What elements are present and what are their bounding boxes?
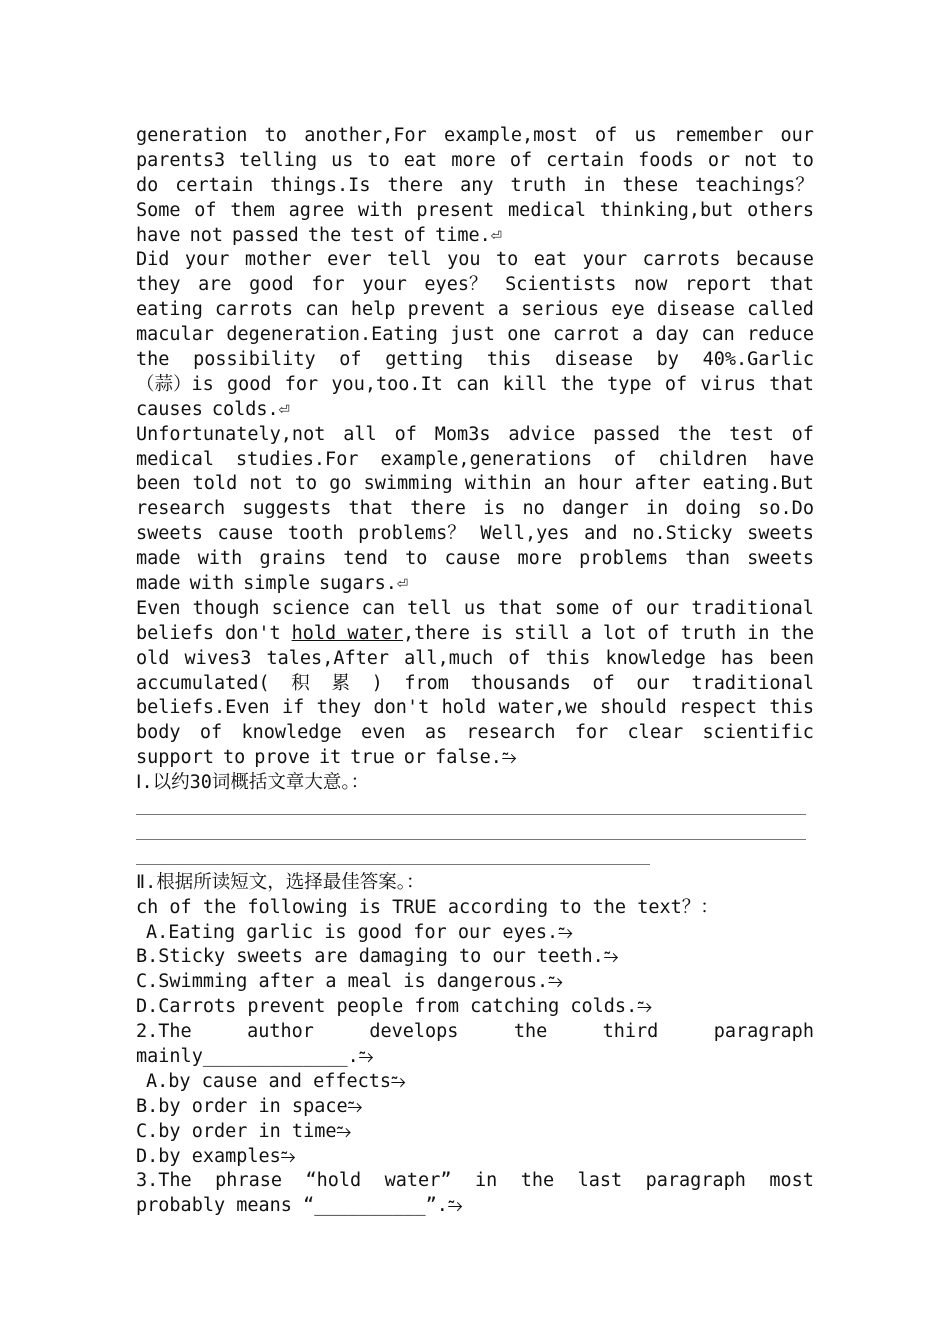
question-1-option-c[interactable]: C.Swimming after a meal is dangerous.⥲	[136, 971, 563, 993]
passage-word: all	[343, 423, 377, 445]
passage-word: studies.For	[235, 448, 359, 470]
passage-word: can	[456, 373, 490, 395]
passage-word: told	[192, 473, 238, 495]
passage-word: you,too.It	[331, 373, 443, 395]
passage-word: the	[560, 373, 594, 395]
passage-word: have	[769, 448, 814, 470]
passage-word: because	[735, 249, 814, 271]
passage-word: cause	[217, 523, 274, 545]
section2-heading: Ⅱ.根据所读短文，选择最佳答案。：	[136, 871, 425, 893]
passage-word: truth	[680, 622, 737, 644]
passage-word: Did	[136, 249, 170, 271]
passage-line	[136, 597, 814, 622]
passage-word: in	[583, 174, 606, 196]
passage-word: from	[404, 672, 449, 694]
passage-word: swimming	[363, 473, 453, 495]
stem-word: in	[474, 1170, 498, 1192]
passage-word: a	[580, 622, 592, 644]
passage-word: of	[647, 622, 670, 644]
passage-word: an	[543, 473, 566, 495]
passage-word: serious	[521, 299, 600, 321]
passage-word: children	[658, 448, 748, 470]
passage-line	[136, 398, 814, 423]
passage-word: with	[358, 199, 403, 221]
passage-word: the	[677, 423, 712, 445]
passage-word: of	[403, 224, 427, 246]
passage-word: of	[394, 423, 417, 445]
passage-word: this	[486, 349, 532, 371]
passage-word: that	[348, 498, 394, 520]
passage-word: certain	[546, 149, 625, 171]
passage-word: eat	[533, 249, 568, 271]
passage-word: in	[645, 498, 669, 520]
passage-word: your	[582, 249, 628, 271]
passage-word: the	[307, 224, 342, 246]
passage-word: do	[136, 174, 159, 196]
passage-line	[136, 647, 814, 672]
passage-word: macular	[136, 324, 214, 346]
passage-word: been	[136, 473, 181, 495]
passage-word: your	[362, 274, 407, 296]
passage-word: tend	[343, 548, 388, 570]
passage	[136, 124, 814, 771]
passage-word: Some	[136, 199, 181, 221]
passage-word: of	[594, 125, 618, 146]
passage-line	[136, 273, 814, 298]
passage-word: by	[656, 349, 679, 371]
passage-word: some	[554, 597, 600, 619]
passage-line	[136, 448, 814, 473]
passage-word: a	[632, 324, 644, 346]
passage-word: in	[747, 622, 770, 644]
stem-word: last	[577, 1170, 623, 1192]
passage-word: there	[410, 498, 466, 520]
passage-word: it	[318, 747, 342, 769]
passage-word: them	[230, 199, 275, 221]
passage-word: to	[294, 473, 318, 495]
passage-word: telling	[239, 149, 318, 171]
passage-word: as	[424, 722, 448, 744]
passage-line	[136, 124, 814, 149]
passage-word: of	[199, 722, 223, 744]
passage-word: test	[729, 423, 774, 445]
passage-word: for	[574, 722, 609, 744]
passage-word: for	[311, 274, 345, 296]
passage-word: respect	[679, 697, 758, 719]
passage-word: tell	[387, 249, 432, 271]
passage-word: help	[350, 299, 396, 321]
stem-word: paragraph	[645, 1170, 746, 1192]
passage-word: not	[189, 224, 223, 246]
passage-word: this	[545, 647, 591, 669]
passage-word: mother	[244, 249, 312, 271]
passage-word: sweets	[136, 523, 203, 545]
passage-word: with	[189, 573, 235, 595]
passage-word: beliefs.Even	[136, 697, 270, 719]
passage-word: Unfortunately,not	[136, 423, 326, 445]
stem-word: water”	[384, 1170, 452, 1192]
passage-word: 累	[331, 672, 350, 694]
passage-word: suggests	[242, 498, 332, 520]
passage-word: grains	[259, 548, 327, 570]
passage-word: any	[460, 174, 494, 196]
passage-word: time.⏎	[435, 224, 502, 246]
passage-word: clear	[627, 722, 684, 744]
passage-word: test	[350, 224, 395, 246]
passage-word: though	[192, 597, 260, 619]
passage-word: sugars.⏎	[318, 573, 409, 595]
passage-word: so.Do	[758, 498, 814, 520]
passage-line	[136, 323, 814, 348]
passage-word: disease	[656, 299, 735, 321]
question-3-stem	[136, 1169, 814, 1194]
passage-word: 40%.Garlic	[702, 349, 814, 371]
passage-word: a	[497, 299, 509, 321]
passage-word: day	[655, 324, 690, 346]
passage-word: certain	[175, 174, 254, 196]
passage-word: traditional	[691, 597, 814, 619]
passage-word: and	[584, 523, 618, 545]
passage-word: getting	[385, 349, 464, 371]
passage-word: Scientists	[505, 274, 617, 296]
passage-word: remember	[674, 125, 764, 146]
passage-word: agree	[288, 199, 345, 221]
passage-word: has	[720, 647, 755, 669]
passage-word: of	[611, 597, 634, 619]
passage-word: of	[791, 423, 814, 445]
passage-word: go	[329, 473, 352, 495]
passage-word: made	[136, 548, 181, 570]
passage-word: don't	[224, 622, 281, 644]
question-2-stem	[136, 1020, 814, 1045]
passage-word: false.⥲	[435, 747, 517, 769]
passage-word: medical	[136, 448, 214, 470]
passage-word: these	[622, 174, 679, 196]
passage-word: old	[136, 647, 170, 669]
passage-word: research	[466, 722, 556, 744]
passage-word: foods	[638, 149, 694, 171]
passage-word: teachings？	[695, 174, 814, 196]
passage-line	[136, 348, 814, 373]
passage-word: they	[136, 274, 181, 296]
passage-word: all,much	[404, 647, 494, 669]
passage-word: just	[450, 324, 495, 346]
passage-word: hold water,there	[291, 622, 470, 644]
passage-line	[136, 572, 814, 597]
passage-word: degeneration.Eating	[226, 324, 438, 346]
stem-word: “hold	[305, 1170, 362, 1192]
passage-word: made	[136, 573, 181, 595]
passage-line	[136, 696, 814, 721]
passage-word: advice	[508, 423, 576, 445]
passage-word: good	[227, 373, 272, 395]
passage-word: to	[791, 149, 814, 171]
passage-word: Well,yes	[480, 523, 570, 545]
passage-word: type	[607, 373, 652, 395]
passage-word: science	[271, 597, 350, 619]
passage-word: colds.⏎	[211, 398, 290, 420]
passage-word: the	[136, 349, 170, 371]
passage-word: if	[282, 697, 305, 719]
passage-word: now	[634, 274, 668, 296]
passage-word: knowledge	[241, 722, 342, 744]
passage-word: tales,After	[266, 647, 390, 669]
passage-word: of	[339, 349, 362, 371]
question-1-option-d[interactable]: D.Carrots prevent people from catching colds.⥲	[136, 996, 653, 1018]
passage-word: is	[483, 498, 506, 520]
passage-word: 积	[291, 672, 310, 694]
passage-word: your	[184, 249, 230, 271]
passage-word: sweets	[747, 548, 814, 570]
passage-word: no.Sticky	[632, 523, 733, 545]
passage-line	[136, 497, 814, 522]
passage-word: our	[645, 597, 680, 619]
passage-word: tell	[407, 597, 452, 619]
passage-word: cause	[444, 548, 501, 570]
passage-line	[136, 746, 814, 771]
passage-word: disease	[555, 349, 634, 371]
passage-word: have	[136, 224, 181, 246]
passage-word: eat	[403, 149, 438, 171]
passage-word: example,most	[444, 125, 578, 146]
passage-word: scientific	[702, 722, 814, 744]
stem-word: 2.The	[136, 1021, 192, 1043]
stem-word: develops	[369, 1021, 459, 1043]
passage-word: that	[769, 274, 814, 296]
passage-word: our	[780, 125, 814, 146]
passage-word: another,For	[304, 125, 427, 146]
passage-word: example,generations	[380, 448, 593, 470]
passage-word: not	[744, 149, 778, 171]
passage-word: to	[264, 125, 287, 146]
passage-word: support	[136, 747, 214, 769]
passage-word: carrot	[552, 324, 620, 346]
passage-word: of	[509, 149, 533, 171]
passage-word: or	[403, 747, 427, 769]
passage-word: that	[769, 373, 814, 395]
passage-word: present	[416, 199, 495, 221]
passage-word: they	[316, 697, 362, 719]
passage-word: parents3	[136, 149, 226, 171]
passage-word: us	[463, 597, 487, 619]
passage-word: of	[592, 672, 615, 694]
passage-line	[136, 298, 814, 323]
passage-word: after	[634, 473, 691, 495]
passage-word: passed	[231, 224, 299, 246]
passage-line	[136, 149, 814, 174]
stem-word: phrase	[215, 1170, 282, 1192]
passage-word: of	[664, 373, 688, 395]
passage-word: problems	[579, 548, 669, 570]
passage-word: more	[451, 149, 496, 171]
question-1-option-b[interactable]: B.Sticky sweets are damaging to our teeth.⥲	[136, 946, 619, 968]
passage-word: the	[780, 622, 814, 644]
passage-word: to	[222, 747, 246, 769]
passage-word: there	[387, 174, 444, 196]
question-2-option-d[interactable]: D.by examples⥲	[136, 1145, 296, 1167]
passage-word: of	[614, 448, 637, 470]
passage-word: don't	[373, 697, 430, 719]
stem-word: most	[769, 1170, 814, 1192]
passage-word: within	[464, 473, 532, 495]
answer-line-3[interactable]	[136, 846, 814, 871]
passage-line	[136, 199, 814, 224]
question-2-option-a[interactable]: A.by cause and effects⥲	[146, 1070, 406, 1092]
passage-word: true	[350, 747, 395, 769]
passage-line	[136, 373, 814, 398]
passage-word: water,we	[498, 697, 588, 719]
passage-word: hour	[578, 473, 623, 495]
passage-word: our	[636, 672, 670, 694]
passage-word: simple	[243, 573, 310, 595]
passage-line	[136, 174, 814, 199]
question-1-stem: ch of the following is TRUE according to the text？：	[136, 896, 719, 918]
passage-word: are	[198, 274, 232, 296]
passage-word: carrots	[642, 249, 721, 271]
passage-word: eye	[611, 299, 645, 321]
passage-word: than	[685, 548, 730, 570]
passage-word: that	[498, 597, 543, 619]
passage-word: with	[197, 548, 243, 570]
passage-word: Even	[136, 597, 181, 619]
stem-word: 3.The	[136, 1170, 192, 1192]
passage-word: you	[447, 249, 481, 271]
stem-word: the	[520, 1170, 555, 1192]
passage-word: knowledge	[605, 647, 706, 669]
passage-word: is	[480, 622, 504, 644]
passage-line	[136, 472, 814, 497]
passage-word: causes	[136, 398, 203, 420]
stem-word: paragraph	[713, 1021, 814, 1043]
passage-line	[136, 522, 814, 547]
stem-word: third	[602, 1021, 659, 1043]
passage-word: medical	[508, 199, 587, 221]
passage-word: not	[249, 473, 283, 495]
passage-word: carrots	[215, 299, 293, 321]
passage-word: hold	[441, 697, 487, 719]
passage-word: reduce	[747, 324, 814, 346]
passage-word: can	[701, 324, 735, 346]
question-1-option-a[interactable]: A.Eating garlic is good for our eyes.⥲	[146, 921, 573, 943]
passage-word: thinking,but	[599, 199, 734, 221]
passage-word: Mom3s	[434, 423, 491, 445]
passage-word: passed	[593, 423, 660, 445]
question-2-stem-cont: mainly_____________.⥲	[136, 1045, 374, 1067]
document-page	[136, 124, 814, 1219]
passage-word: research	[136, 498, 226, 520]
passage-word: beliefs	[136, 622, 214, 644]
passage-word: accumulated(	[136, 672, 270, 694]
passage-word: one	[507, 324, 541, 346]
passage-word: danger	[561, 498, 629, 520]
passage-word: prevent	[407, 299, 486, 321]
passage-word: eyes？	[424, 274, 488, 296]
passage-word: can	[361, 597, 396, 619]
passage-word: of	[194, 199, 217, 221]
passage-word: virus	[700, 373, 757, 395]
passage-word: or	[707, 149, 731, 171]
answer-line-2[interactable]	[136, 821, 814, 846]
passage-word: （蒜）is	[136, 373, 214, 395]
passage-word: )	[371, 672, 383, 694]
passage-word: report	[685, 274, 752, 296]
passage-word: tooth	[287, 523, 344, 545]
passage-word: can	[305, 299, 339, 321]
question-3-stem-cont[interactable]: probably means “__________”.⥲	[136, 1195, 463, 1217]
passage-word: to	[367, 149, 390, 171]
passage-word: called	[747, 299, 814, 321]
stem-word: the	[513, 1021, 548, 1043]
passage-line	[136, 224, 814, 249]
passage-word: kill	[502, 373, 548, 395]
passage-word: ever	[327, 249, 372, 271]
passage-word: things.Is	[270, 174, 371, 196]
passage-word: no	[522, 498, 545, 520]
passage-line	[136, 622, 814, 647]
underlined-phrase: hold water	[291, 622, 404, 644]
passage-word: this	[769, 697, 814, 719]
question-2-option-b[interactable]: B.by order in space⥲	[136, 1095, 363, 1117]
section1-heading: Ⅰ.以约30词概括文章大意。：	[136, 772, 370, 794]
passage-line	[136, 721, 814, 746]
passage-line	[136, 248, 814, 273]
passage-word: body	[136, 722, 181, 744]
passage-word: problems？	[358, 523, 466, 545]
passage-word: us	[331, 149, 354, 171]
passage-word: to	[495, 249, 519, 271]
passage-word: others	[747, 199, 814, 221]
passage-word: been	[769, 647, 814, 669]
passage-word: sweets	[747, 523, 814, 545]
passage-word: good	[249, 274, 294, 296]
passage-word: generation	[136, 125, 248, 146]
passage-line	[136, 423, 814, 448]
passage-word: thousands	[470, 672, 571, 694]
passage-word: should	[599, 697, 667, 719]
passage-word: eating.But	[702, 473, 814, 495]
passage-word: for	[284, 373, 319, 395]
answer-line-1[interactable]	[136, 796, 814, 821]
passage-word: us	[634, 125, 657, 146]
passage-word: prove	[254, 747, 310, 769]
passage-line	[136, 547, 814, 572]
passage-word: of	[508, 647, 531, 669]
stem-word: author	[247, 1021, 314, 1043]
passage-word: still	[514, 622, 570, 644]
passage-word: lot	[602, 622, 637, 644]
passage-word: eating	[136, 299, 203, 321]
passage-line	[136, 672, 814, 697]
passage-word: wives3	[184, 647, 252, 669]
passage-word: even	[360, 722, 406, 744]
question-2-option-c[interactable]: C.by order in time⥲	[136, 1120, 352, 1142]
passage-word: truth	[510, 174, 567, 196]
passage-word: doing	[685, 498, 742, 520]
passage-word: to	[405, 548, 428, 570]
passage-word: more	[517, 548, 562, 570]
passage-word: traditional	[691, 672, 814, 694]
passage-word: possibility	[193, 349, 316, 371]
